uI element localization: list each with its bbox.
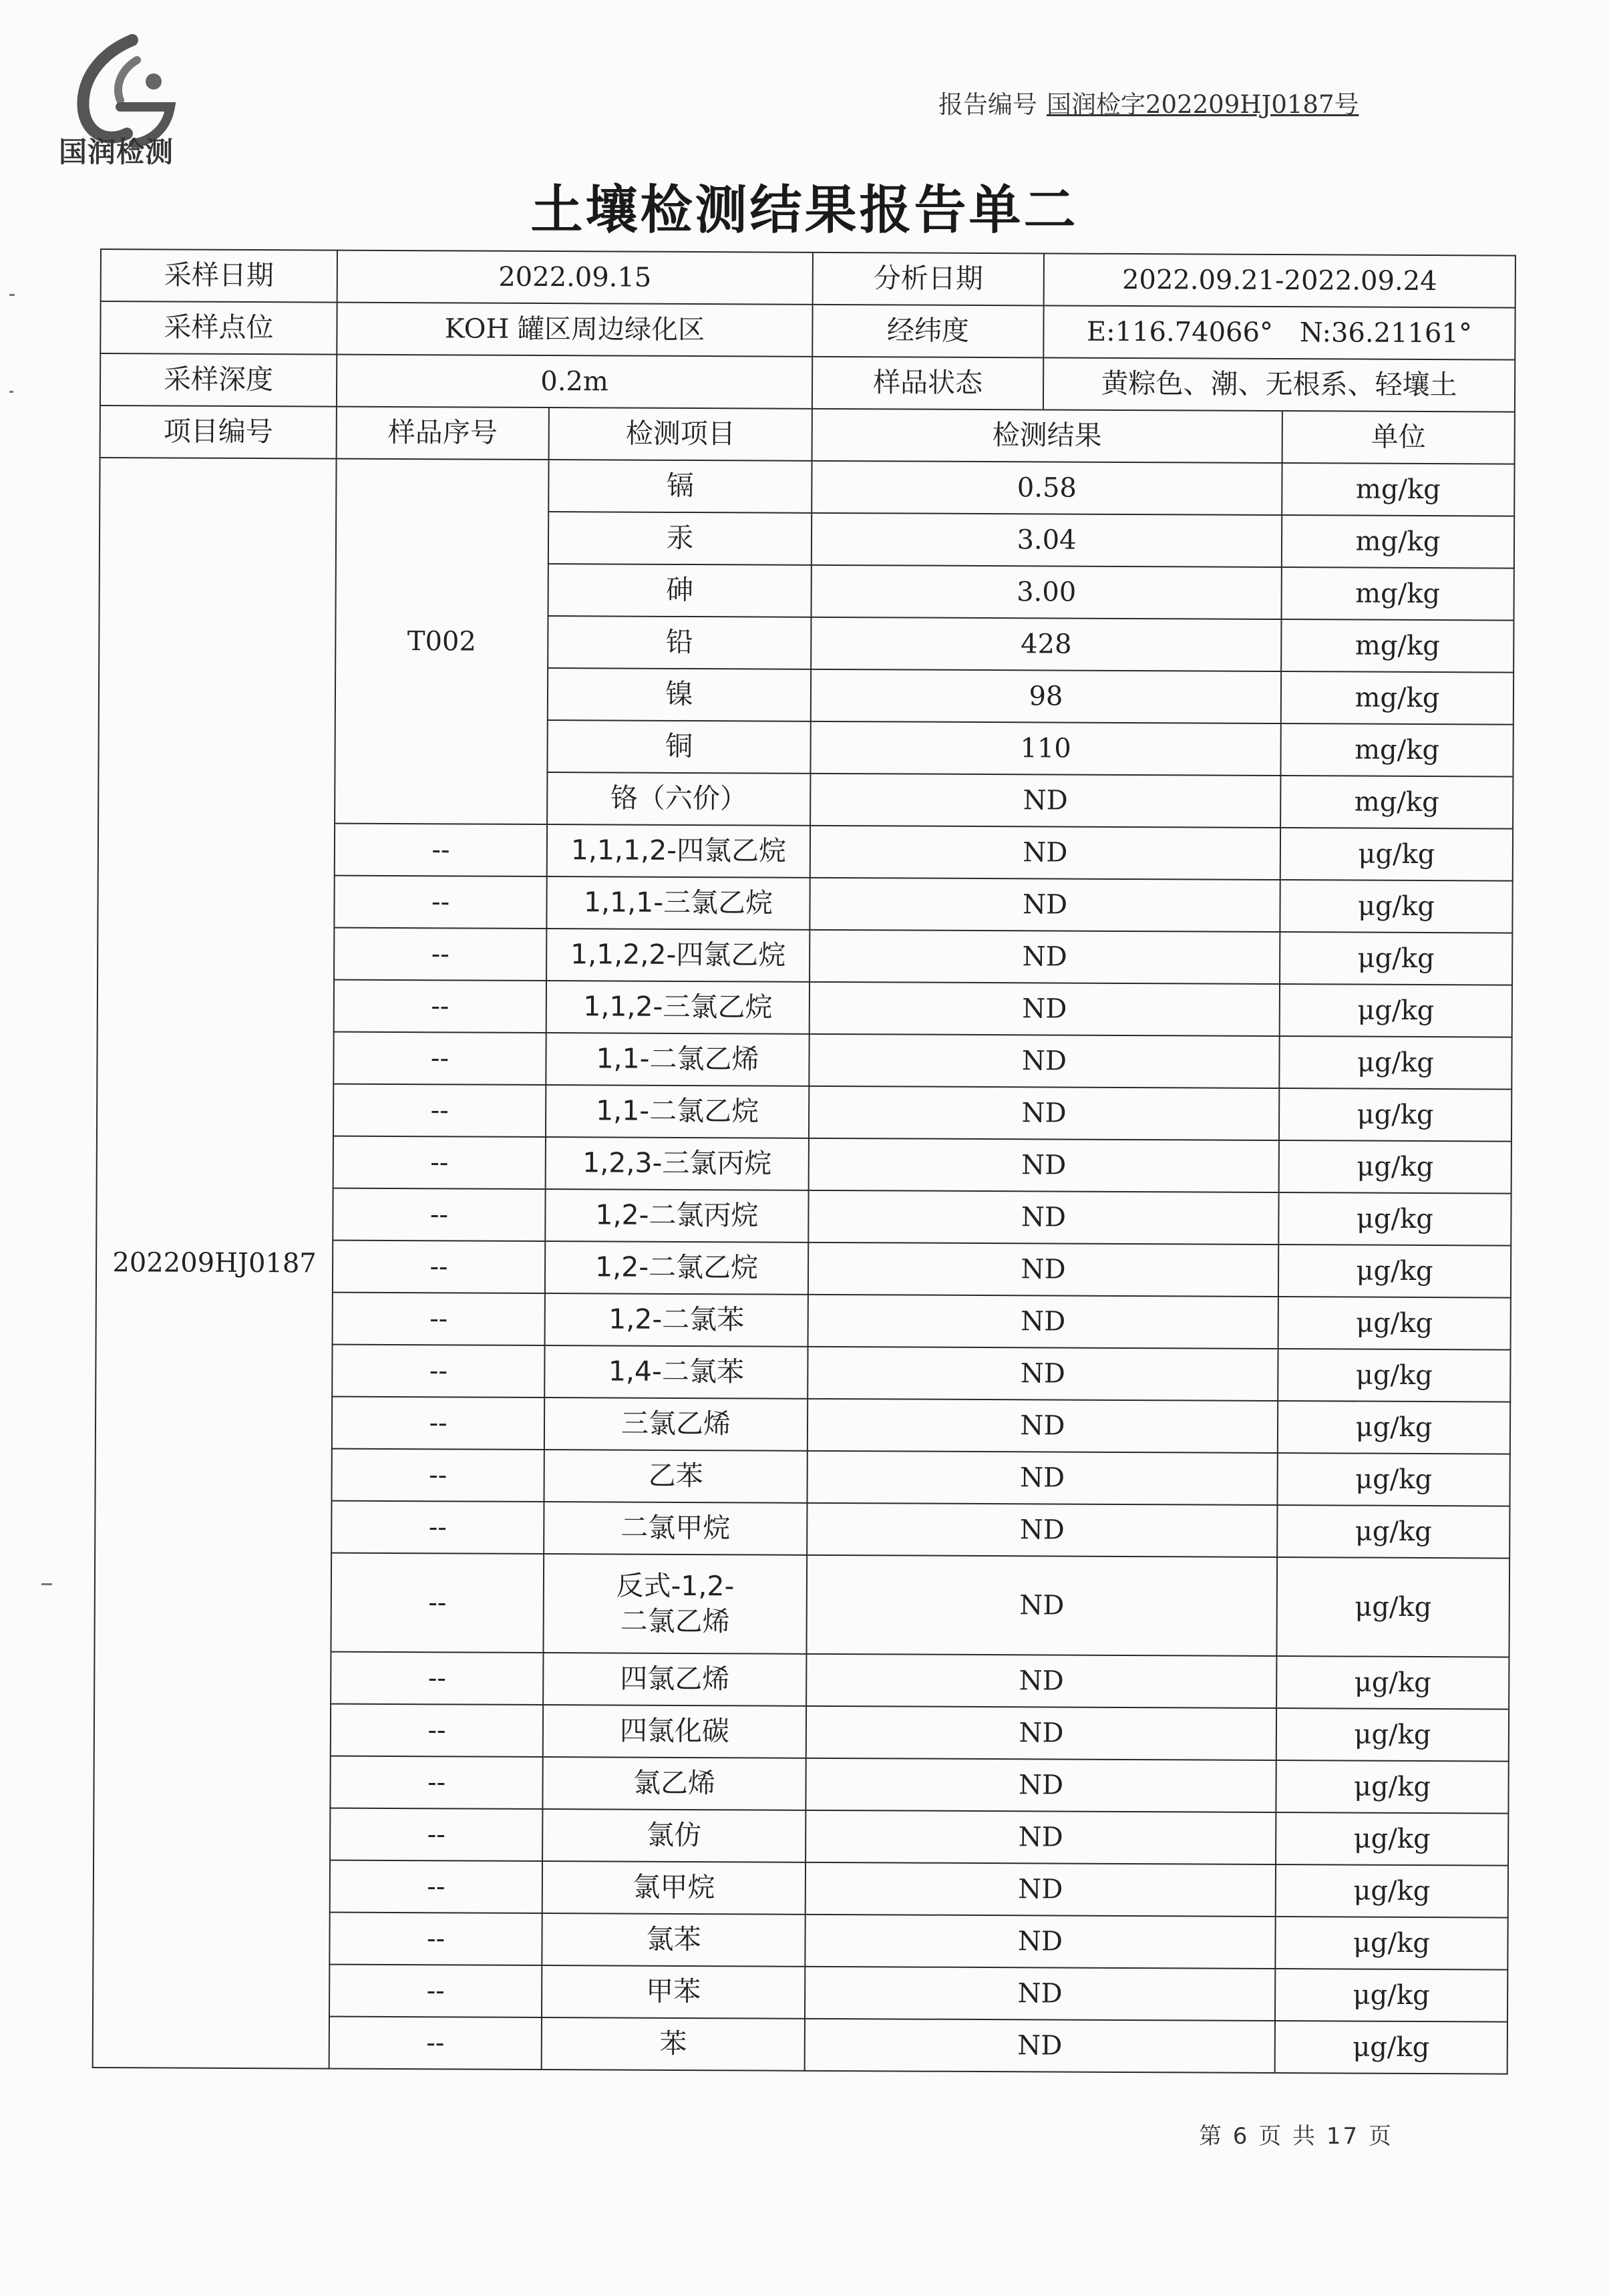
result-cell: ND <box>810 982 1280 1036</box>
result-cell: ND <box>807 1451 1277 1505</box>
item-text: 1,1-二氯乙烷 <box>596 1094 759 1128</box>
info-row-1 <box>101 249 1515 308</box>
unit-cell: μg/kg <box>1278 1349 1510 1402</box>
project-no-header: 项目编号 <box>100 405 337 459</box>
item-cell <box>544 1450 807 1503</box>
item-cell <box>544 1502 807 1555</box>
result-cell: ND <box>809 1138 1279 1192</box>
item-text: 1,2,3-三氯丙烷 <box>582 1146 772 1180</box>
sample-cell: -- <box>330 1756 542 1809</box>
sampling-site-label: 采样点位 <box>100 301 337 355</box>
unit-cell: mg/kg <box>1282 515 1514 568</box>
result-cell: 428 <box>811 617 1281 671</box>
item-cell: 汞 <box>548 512 812 565</box>
item-cell <box>542 2017 805 2071</box>
report-number <box>938 84 1359 120</box>
item-cell <box>543 1705 806 1758</box>
sample-cell: -- <box>331 1501 544 1554</box>
item-cell: 镍 <box>548 668 811 721</box>
sampling-date-value: 2022.09.15 <box>337 251 813 305</box>
item-text: 四氯化碳 <box>619 1714 730 1748</box>
unit-cell: μg/kg <box>1279 1088 1511 1142</box>
result-cell: ND <box>806 1706 1276 1760</box>
unit-cell: μg/kg <box>1276 1708 1509 1762</box>
item-cell <box>546 981 810 1034</box>
item-cell <box>542 1809 806 1862</box>
item-text: 氯仿 <box>647 1819 702 1852</box>
unit-cell: μg/kg <box>1279 1036 1511 1090</box>
result-cell: ND <box>810 826 1280 880</box>
unit-cell: μg/kg <box>1278 1245 1511 1298</box>
item-text-line2: 二氯乙烯 <box>620 1605 730 1638</box>
unit-cell: μg/kg <box>1278 1192 1511 1246</box>
sample-cell: -- <box>333 1241 545 1293</box>
unit-cell: mg/kg <box>1281 619 1513 673</box>
unit-cell: μg/kg <box>1280 984 1512 1037</box>
item-cell <box>544 1398 808 1451</box>
sample-cell: -- <box>331 1553 544 1653</box>
sample-cell: -- <box>330 1808 542 1861</box>
analysis-date-value: 2022.09.21-2022.09.24 <box>1121 264 1437 297</box>
item-cell <box>547 824 810 878</box>
item-text: 四氯乙烯 <box>620 1662 730 1695</box>
result-cell: ND <box>805 1915 1275 1969</box>
result-cell: ND <box>806 1862 1276 1917</box>
sample-cell: -- <box>333 1084 546 1137</box>
result-cell: ND <box>809 1086 1279 1140</box>
sample-state-label: 样品状态 <box>813 357 1044 409</box>
sample-state-cell <box>812 357 1515 412</box>
result-cell: ND <box>806 1810 1276 1864</box>
item-text: 二氯甲烷 <box>620 1511 731 1544</box>
result-cell: 98 <box>811 669 1281 723</box>
coords-label: 经纬度 <box>813 305 1044 357</box>
sample-cell: -- <box>334 876 546 929</box>
result-header: 检测结果 <box>812 409 1282 463</box>
unit-cell: mg/kg <box>1281 671 1513 725</box>
sampling-depth-label: 采样深度 <box>100 353 337 407</box>
result-cell: ND <box>808 1190 1278 1245</box>
analysis-date-cell <box>813 253 1515 308</box>
item-text: 三氯乙烯 <box>620 1407 731 1440</box>
scan-speck <box>9 294 15 296</box>
info-row-3 <box>100 353 1515 412</box>
item-cell <box>546 1033 809 1086</box>
result-cell: ND <box>805 1967 1275 2021</box>
result-cell: ND <box>808 1347 1278 1401</box>
sample-cell: -- <box>330 1860 542 1913</box>
item-cell: 砷 <box>548 564 812 617</box>
unit-cell: μg/kg <box>1280 828 1513 881</box>
result-cell: ND <box>807 1503 1277 1557</box>
sample-cell: -- <box>333 1293 545 1345</box>
item-cell: 铜 <box>547 720 810 774</box>
sample-cell: -- <box>331 1449 544 1502</box>
sample-cell: -- <box>329 2017 542 2070</box>
item-cell <box>545 1189 808 1243</box>
result-cell: ND <box>810 774 1280 828</box>
sample-cell: -- <box>333 1032 546 1085</box>
item-text: 1,1,1,2-四氯乙烷 <box>570 834 787 868</box>
unit-cell: μg/kg <box>1280 932 1512 985</box>
sample-group-cell: T002 <box>335 459 548 824</box>
sample-state-value: 黄粽色、潮、无根系、轻壤土 <box>1101 367 1457 401</box>
item-cell <box>542 1861 806 1915</box>
report-number-value: 国润检字202209HJ0187号 <box>1047 90 1359 119</box>
sampling-site-value: KOH 罐区周边绿化区 <box>337 303 812 357</box>
logo-text: 国润检测 <box>59 136 174 168</box>
result-cell: 110 <box>810 721 1280 776</box>
item-cell <box>545 1293 808 1347</box>
unit-cell: μg/kg <box>1279 1140 1511 1194</box>
unit-cell: μg/kg <box>1278 1401 1510 1454</box>
unit-cell: μg/kg <box>1276 1812 1508 1866</box>
result-cell: ND <box>805 2019 1275 2073</box>
coords-cell <box>812 305 1515 360</box>
item-text: 苯 <box>659 2027 687 2060</box>
item-text: 氯乙烯 <box>633 1766 716 1800</box>
unit-cell: μg/kg <box>1276 1760 1508 1814</box>
item-text: 1,2-二氯丙烷 <box>595 1198 759 1232</box>
unit-header: 单位 <box>1282 411 1515 464</box>
sample-cell: -- <box>331 1652 543 1705</box>
result-cell: ND <box>806 1758 1276 1812</box>
item-cell <box>546 1137 809 1190</box>
scan-speck <box>41 1583 52 1585</box>
item-cell: 铬（六价） <box>547 772 810 826</box>
unit-cell: μg/kg <box>1277 1453 1509 1506</box>
item-cell: 镉 <box>548 460 812 513</box>
unit-cell: μg/kg <box>1276 1656 1509 1709</box>
analysis-date-label: 分析日期 <box>814 253 1045 305</box>
unit-cell: μg/kg <box>1275 2021 1507 2074</box>
result-cell: ND <box>810 878 1280 932</box>
coords-value: E:116.74066° N:36.21161° <box>1086 316 1473 349</box>
sampling-depth-value: 0.2m <box>337 355 812 409</box>
page-number: 第 6 页 共 17 页 <box>1199 2123 1393 2150</box>
result-cell: ND <box>810 930 1280 984</box>
page-title: 土壤检测结果报告单二 <box>530 180 1079 240</box>
report-number-label: 报告编号 <box>938 90 1037 119</box>
sample-cell: -- <box>332 1397 544 1450</box>
item-text: 1,1,2-三氯乙烷 <box>583 990 773 1023</box>
item-text: 1,4-二氯苯 <box>608 1355 744 1388</box>
item-text: 甲苯 <box>646 1975 701 2008</box>
item-cell: 铅 <box>548 616 811 669</box>
sample-cell: -- <box>334 928 546 981</box>
unit-cell: μg/kg <box>1277 1505 1509 1559</box>
item-text: 1,2-二氯苯 <box>608 1303 745 1336</box>
scan-speck <box>9 391 13 393</box>
result-cell: ND <box>808 1295 1278 1349</box>
item-text: 1,1,1-三氯乙烷 <box>583 886 773 919</box>
unit-cell: μg/kg <box>1276 1557 1509 1657</box>
item-cell <box>543 1554 807 1654</box>
result-cell: ND <box>806 1555 1277 1656</box>
item-text: 氯甲烷 <box>633 1870 715 1904</box>
unit-cell: μg/kg <box>1276 1864 1508 1918</box>
result-cell: ND <box>808 1399 1278 1453</box>
result-table <box>92 249 1516 2075</box>
sample-cell: -- <box>334 980 546 1033</box>
project-no-cell: 202209HJ0187 <box>93 458 337 2069</box>
result-cell: 3.00 <box>812 565 1282 619</box>
sample-cell: -- <box>333 1188 545 1241</box>
sample-cell: -- <box>331 1704 543 1757</box>
item-text: 1,1-二氯乙烯 <box>596 1042 759 1076</box>
item-cell <box>544 1345 808 1399</box>
unit-cell: mg/kg <box>1282 463 1514 516</box>
result-cell: ND <box>808 1243 1278 1297</box>
item-cell <box>542 1913 805 1967</box>
item-cell <box>542 1965 805 2019</box>
unit-cell: μg/kg <box>1275 1969 1507 2022</box>
item-header: 检测项目 <box>549 407 812 461</box>
item-cell <box>543 1653 806 1706</box>
item-text: 1,2-二氯乙烷 <box>594 1251 759 1284</box>
unit-cell: mg/kg <box>1280 723 1513 777</box>
unit-cell: μg/kg <box>1280 880 1512 933</box>
item-text: 1,1,2,2-四氯乙烷 <box>570 938 786 972</box>
sample-cell: -- <box>329 1913 542 1965</box>
sample-cell: -- <box>335 824 547 876</box>
unit-cell: mg/kg <box>1281 567 1513 621</box>
info-row-2 <box>100 301 1515 360</box>
result-cell: ND <box>806 1654 1276 1708</box>
item-cell <box>542 1757 806 1810</box>
item-cell <box>546 929 810 982</box>
item-cell <box>546 1085 809 1138</box>
result-cell: ND <box>809 1034 1279 1088</box>
unit-cell: mg/kg <box>1280 776 1513 829</box>
unit-cell: μg/kg <box>1278 1297 1511 1350</box>
sample-cell: -- <box>329 1965 542 2017</box>
sample-cell: -- <box>332 1345 544 1398</box>
result-cell: 0.58 <box>812 461 1282 515</box>
header-row <box>100 405 1515 464</box>
item-text: 氯苯 <box>646 1923 701 1956</box>
sampling-date-label: 采样日期 <box>101 249 337 303</box>
unit-cell: μg/kg <box>1275 1917 1507 1970</box>
item-text: 乙苯 <box>648 1460 703 1492</box>
sample-cell: -- <box>333 1136 546 1189</box>
item-cell <box>545 1241 808 1295</box>
item-text: 反式-1,2- <box>616 1569 735 1603</box>
result-cell: 3.04 <box>812 513 1282 567</box>
item-cell <box>546 876 810 930</box>
sample-no-header: 样品序号 <box>337 407 549 460</box>
table-row <box>100 458 1514 516</box>
